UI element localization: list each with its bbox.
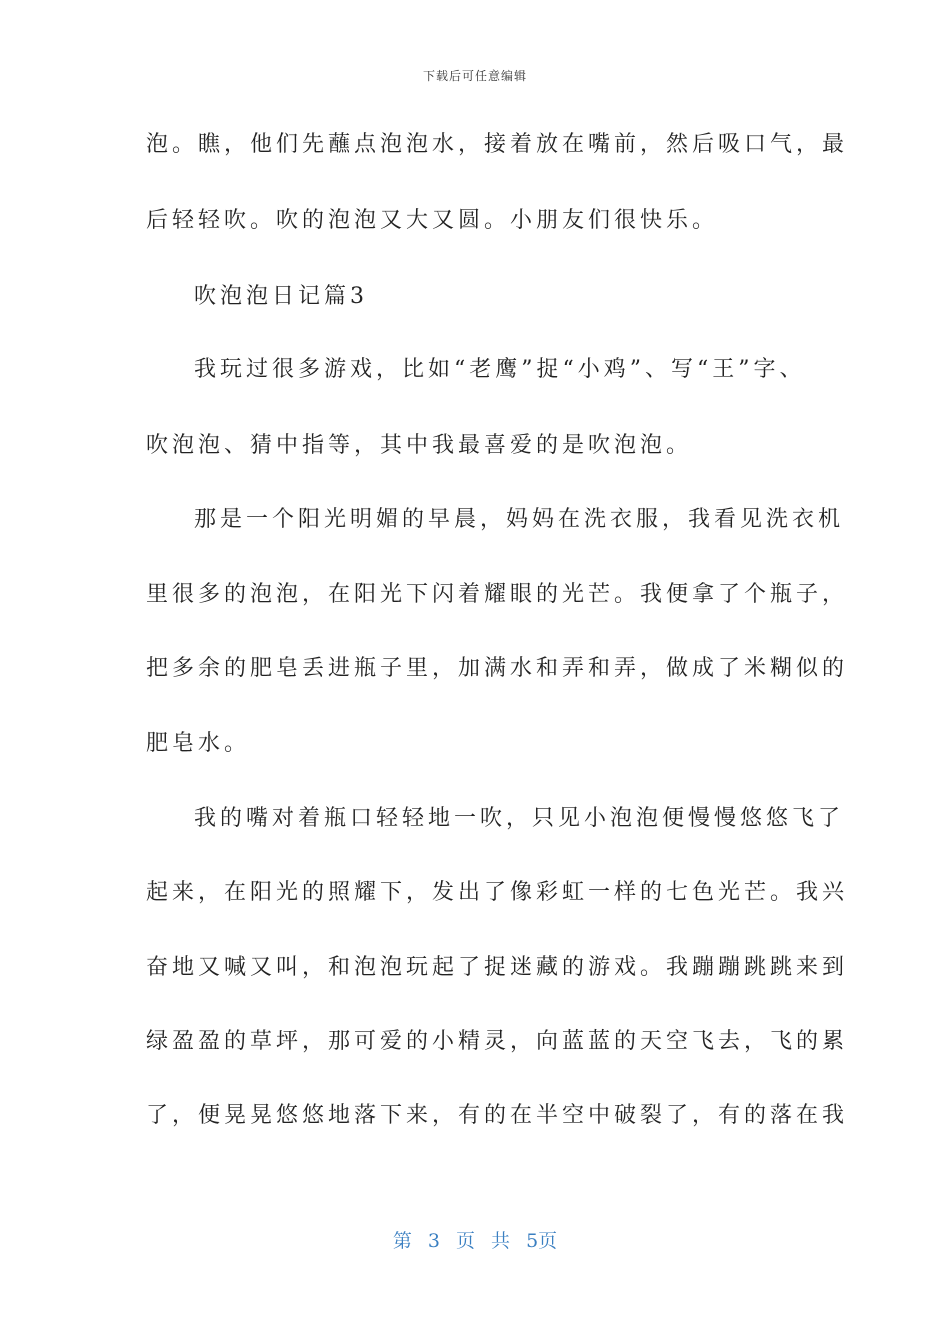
paragraph-line: 那是一个阳光明媚的早晨，妈妈在洗衣服，我看见洗衣机: [194, 507, 845, 532]
paragraph-line: 我玩过很多游戏，比如“老鹰”捉“小鸡”、写“王”字、: [194, 357, 806, 382]
section-heading: 吹泡泡日记篇3: [194, 284, 368, 309]
paragraph-line: 泡。瞧，他们先蘸点泡泡水，接着放在嘴前，然后吸口气，最: [146, 132, 849, 157]
paragraph-line: 了，便晃晃悠悠地落下来，有的在半空中破裂了，有的落在我: [146, 1103, 849, 1128]
paragraph-line: 奋地又喊又叫，和泡泡玩起了捉迷藏的游戏。我蹦蹦跳跳来到: [146, 955, 849, 980]
paragraph-line: 我的嘴对着瓶口轻轻地一吹，只见小泡泡便慢慢悠悠飞了: [194, 806, 845, 831]
paragraph-line: 后轻轻吹。吹的泡泡又大又圆。小朋友们很快乐。: [146, 208, 719, 233]
page-number-footer: 第 3 页 共 5页: [392, 1230, 558, 1252]
paragraph-line: 肥皂水。: [146, 731, 251, 756]
header-note: 下载后可任意编辑: [422, 69, 527, 83]
paragraph-line: 起来，在阳光的照耀下，发出了像彩虹一样的七色光芒。我兴: [146, 880, 849, 905]
paragraph-line: 里很多的泡泡，在阳光下闪着耀眼的光芒。我便拿了个瓶子，: [146, 582, 849, 607]
paragraph-line: 绿盈盈的草坪，那可爱的小精灵，向蓝蓝的天空飞去，飞的累: [146, 1029, 849, 1054]
paragraph-line: 把多余的肥皂丢进瓶子里，加满水和弄和弄，做成了米糊似的: [146, 656, 849, 681]
paragraph-line: 吹泡泡、猜中指等，其中我最喜爱的是吹泡泡。: [146, 433, 693, 458]
